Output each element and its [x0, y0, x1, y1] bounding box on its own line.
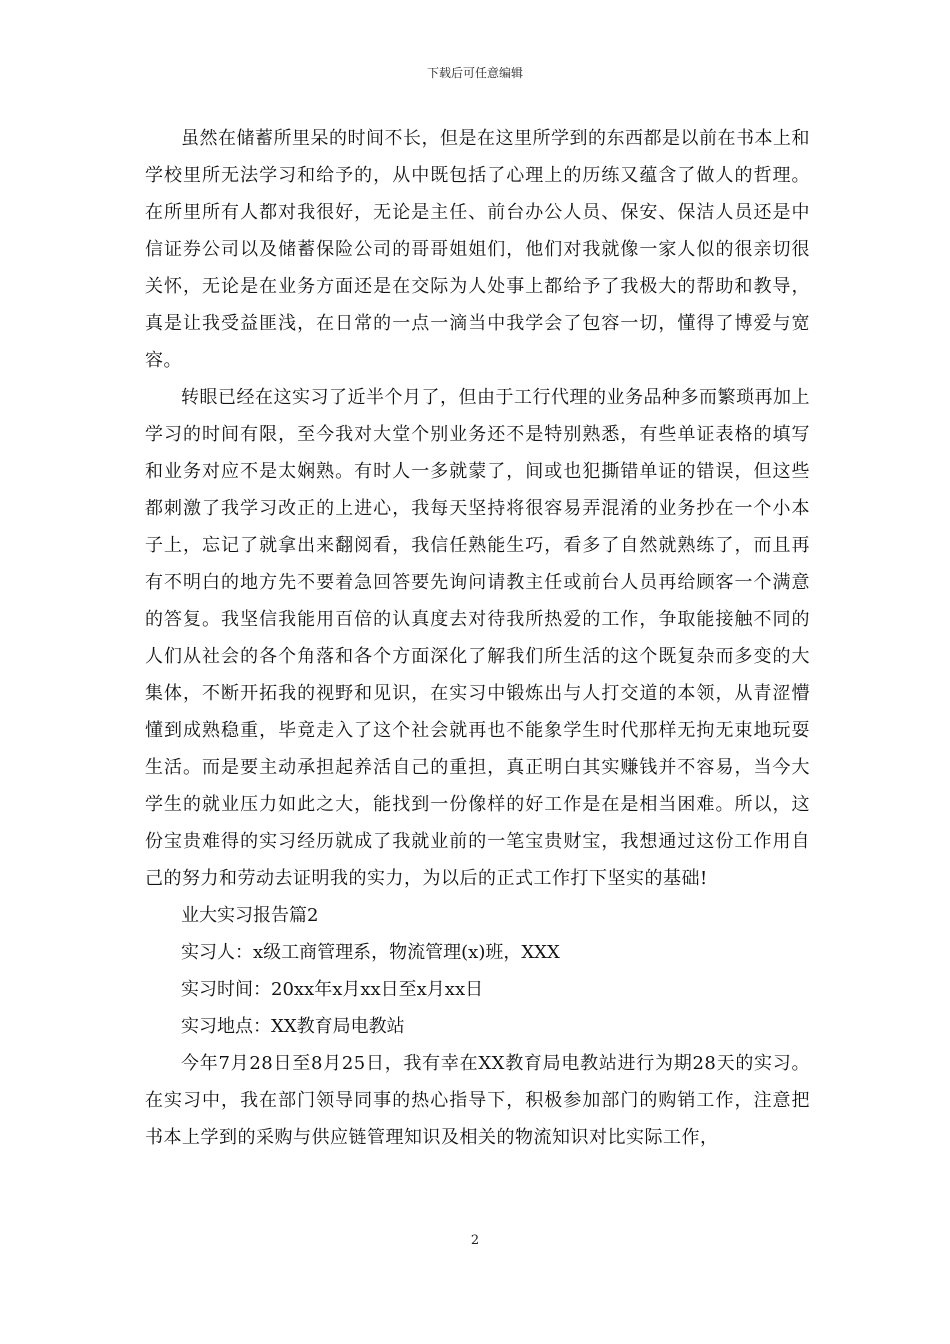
- paragraph-half-month-internship: 转眼已经在这实习了近半个月了，但由于工行代理的业务品种多而繁琐再加上学习的时间有限，至今我对大堂个别业务还不是特别熟悉，有些单证表格的填写和业务对应不是太娴熟。有时人一多就蒙了，间或也犯撕错单证的错误，但这些都刺激了我学习改正的上进心，我每天坚持将很容易弄混淆的业务抄在一个小本子上，忘记了就拿出来翻阅看，我信任熟能生巧，看多了自然就熟练了，而且再有不明白的地方先不要着急回答要先询问请教主任或前台人员再给顾客一个满意的答复。我坚信我能用百倍的认真度去对待我所热爱的工作，争取能接触不同的人们从社会的各个角落和各个方面深化了解我们所生活的这个既复杂而多变的大集体，不断开拓我的视野和见识，在实习中锻炼出与人打交道的本领，从青涩懵懂到成熟稳重，毕竟走入了这个社会就再也不能象学生时代那样无拘无束地玩耍生活。而是要主动承担起养活自己的重担，真正明白其实赚钱并不容易，当今大学生的就业压力如此之大，能找到一份像样的好工作是在是相当困难。所以，这份宝贵难得的实习经历就成了我就业前的一笔宝贵财宝，我想通过这份工作用自己的努力和劳动去证明我的实力，为以后的正式工作打下坚实的基础!: [145, 387, 810, 889]
- paragraph-savings-office-experience: 虽然在储蓄所里呆的时间不长，但是在这里所学到的东西都是以前在书本上和学校里所无法学习和给予的，从中既包括了心理上的历练又蕴含了做人的哲理。在所里所有人都对我很好，无论是主任、前台办公人员、保安、保洁人员还是中信证券公司以及储蓄保险公司的哥哥姐姐们，他们对我就像一家人似的很亲切很关怀，无论是在业务方面还是在交际为人处事上都给予了我极大的帮助和教导，真是让我受益匪浅，在日常的一点一滴当中我学会了包容一切，懂得了博爱与宽容。: [145, 128, 810, 371]
- document-body: [145, 120, 810, 1156]
- internship-time: 实习时间：20xx年x月xx日至x月xx日: [181, 979, 484, 1000]
- paragraph-internship-intro: 今年7月28日至8月25日，我有幸在XX教育局电教站进行为期28天的实习。在实习中，我在部门领导同事的热心指导下，积极参加部门的购销工作，注意把书本上学到的采购与供应链管理知识及相关的物流知识对比实际工作，: [145, 1053, 810, 1148]
- page-header: 下载后可任意编辑: [426, 66, 523, 80]
- intern-info: 实习人：x级工商管理系，物流管理(x)班，XXX: [181, 942, 560, 963]
- section-title: 业大实习报告篇2: [181, 905, 319, 926]
- internship-location: 实习地点：XX教育局电教站: [181, 1016, 405, 1037]
- page-number: 2: [470, 1233, 480, 1248]
